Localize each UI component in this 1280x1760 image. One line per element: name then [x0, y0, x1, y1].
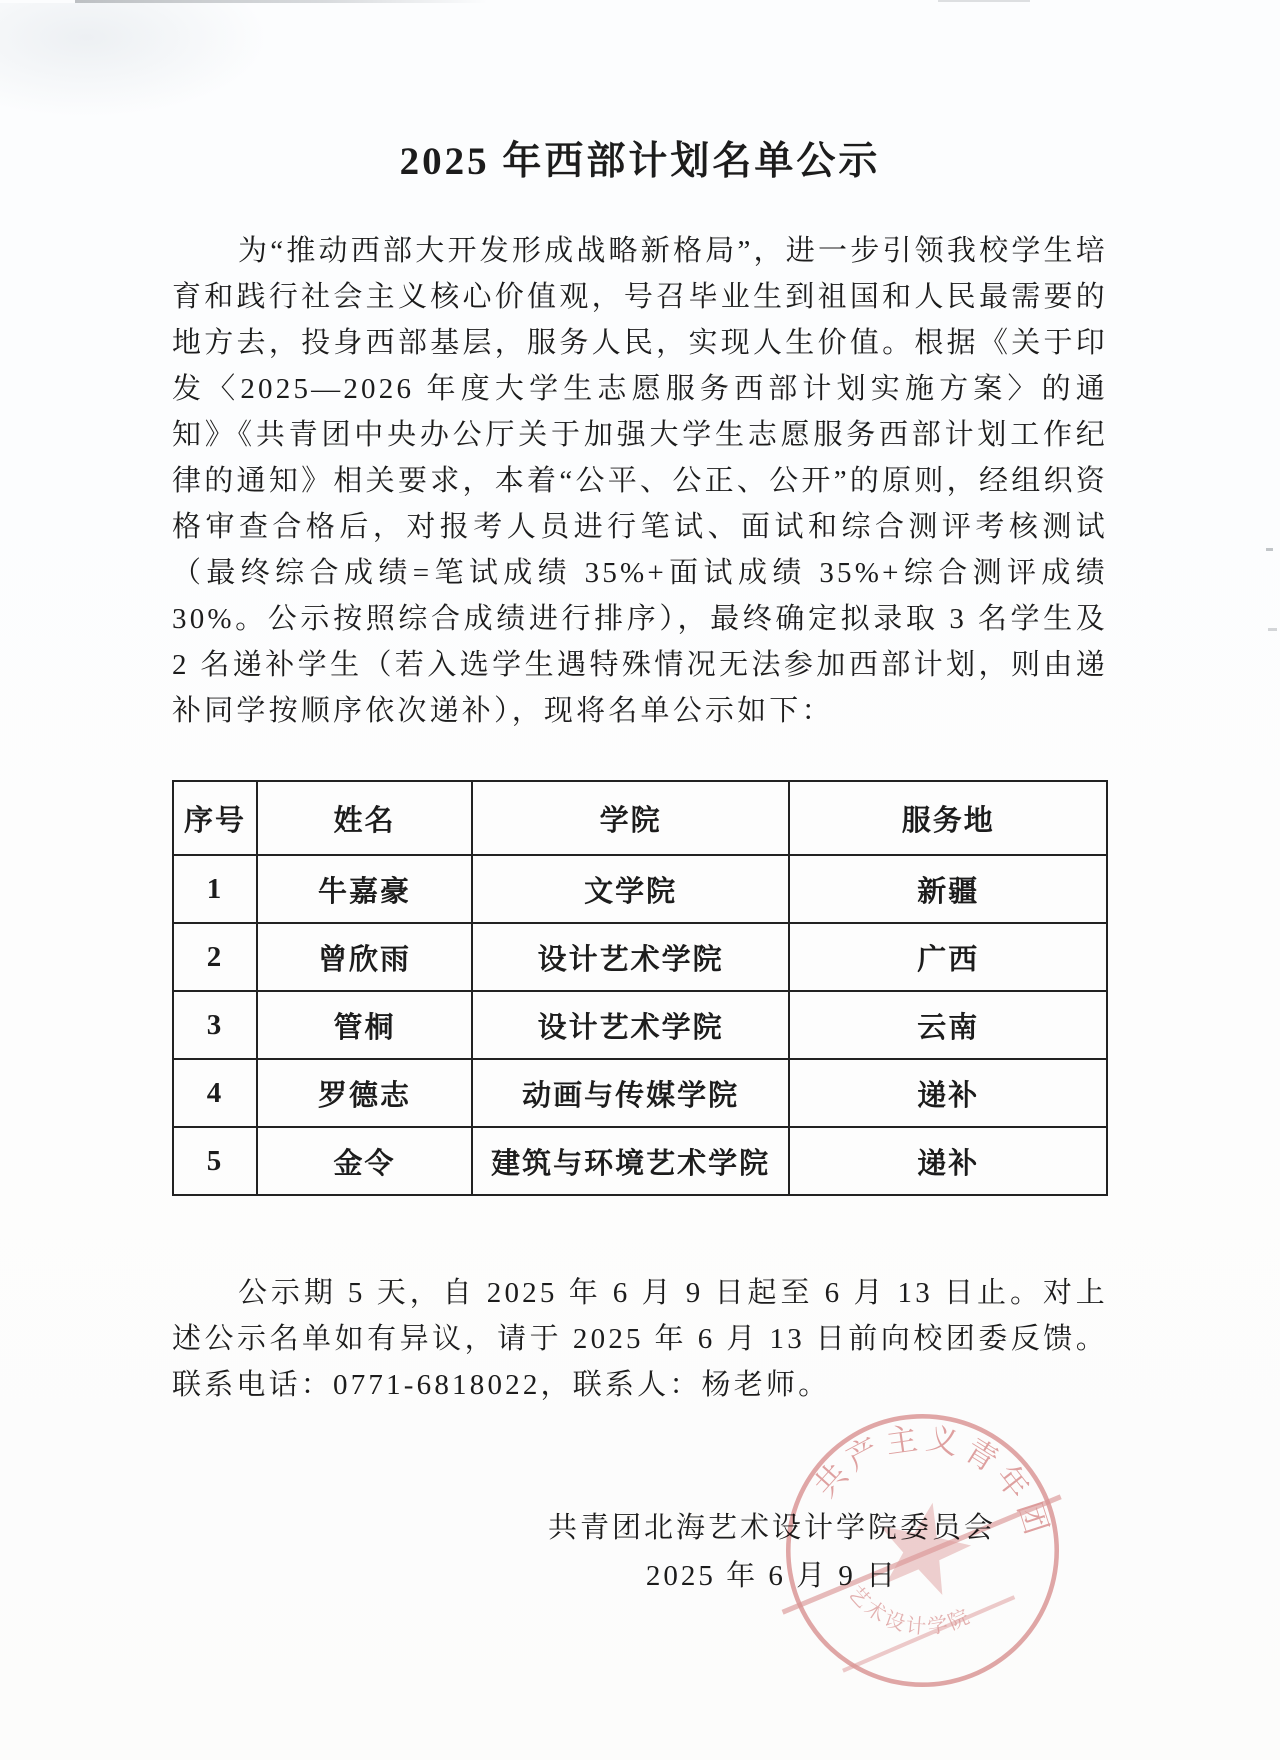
cell-location: 递补: [789, 1059, 1107, 1127]
page-title: 2025 年西部计划名单公示: [399, 140, 881, 183]
cell-college: 文学院: [472, 855, 790, 923]
cell-college: 建筑与环境艺术学院: [472, 1127, 790, 1195]
closing-paragraph: 公示期 5 天，自 2025 年 6 月 9 日起至 6 月 13 日止。对上述公示名单如有异议，请于 2025 年 6 月 13 日前向校团委反馈。联系电话：0771-6818022，联系人：杨老师。: [172, 1277, 1108, 1401]
cell-no: 5: [173, 1127, 257, 1195]
header-cell-name: 姓名: [257, 781, 472, 855]
header-cell-no: 序号: [173, 781, 257, 855]
table-header-row: [173, 781, 1107, 855]
cell-college: 设计艺术学院: [472, 923, 790, 991]
cell-college: 动画与传媒学院: [472, 1059, 790, 1127]
scan-artifact-right-dash-2: [1268, 628, 1277, 631]
document-content: [172, 0, 1108, 1600]
cell-name: 曾欣雨: [257, 923, 472, 991]
cell-location: 广西: [789, 923, 1107, 991]
signature-block: [548, 1504, 996, 1600]
table-row: [173, 1059, 1107, 1127]
signature-date: 2025 年 6 月 9 日: [645, 1560, 899, 1592]
table-row: [173, 991, 1107, 1059]
seal-arc-text-bottom: 艺术设计学院: [843, 1582, 976, 1639]
body-paragraph: 为“推动西部大开发形成战略新格局”，进一步引领我校学生培育和践行社会主义核心价值观，号召毕业生到祖国和人民最需要的地方去，投身西部基层，服务人民，实现人生价值。根据《关于印发〈2025—2026 年度大学生志愿服务西部计划实施方案〉的通知》《共青团中央办公厅关于加强大学生志愿服务西部计划工作纪律的通知》相关要求，本着“公平、公正、公开”的原则，经组织资格审查合格后，对报考人员进行笔试、面试和综合测评考核测试（最终综合成绩=笔试成绩 35%+面试成绩 35%+综合测评成绩 30%。公示按照综合成绩进行排序），最终确定拟录取 3 名学生及 2 名递补学生（若入选学生遇特殊情况无法参加西部计划，则由递补同学按顺序依次递补），现将名单公示如下：: [172, 235, 1108, 727]
table-row: [173, 855, 1107, 923]
cell-no: 3: [173, 991, 257, 1059]
cell-name: 管桐: [257, 991, 472, 1059]
cell-college: 设计艺术学院: [472, 991, 790, 1059]
cell-name: 牛嘉豪: [257, 855, 472, 923]
seal-arc-text-top: 共产主义青年团: [807, 1420, 1056, 1545]
header-cell-college: 学院: [472, 781, 790, 855]
scan-artifact-right-dash-1: [1266, 548, 1273, 551]
cell-no: 2: [173, 923, 257, 991]
cell-name: 罗德志: [257, 1059, 472, 1127]
table-row: [173, 923, 1107, 991]
cell-no: 4: [173, 1059, 257, 1127]
signature-organization: 共青团北海艺术设计学院委员会: [547, 1512, 996, 1544]
roster-table: [172, 780, 1108, 1196]
header-cell-location: 服务地: [789, 781, 1107, 855]
cell-location: 新疆: [789, 855, 1107, 923]
cell-name: 金令: [257, 1127, 472, 1195]
table-row: [173, 1127, 1107, 1195]
cell-no: 1: [173, 855, 257, 923]
cell-location: 云南: [789, 991, 1107, 1059]
cell-location: 递补: [789, 1127, 1107, 1195]
